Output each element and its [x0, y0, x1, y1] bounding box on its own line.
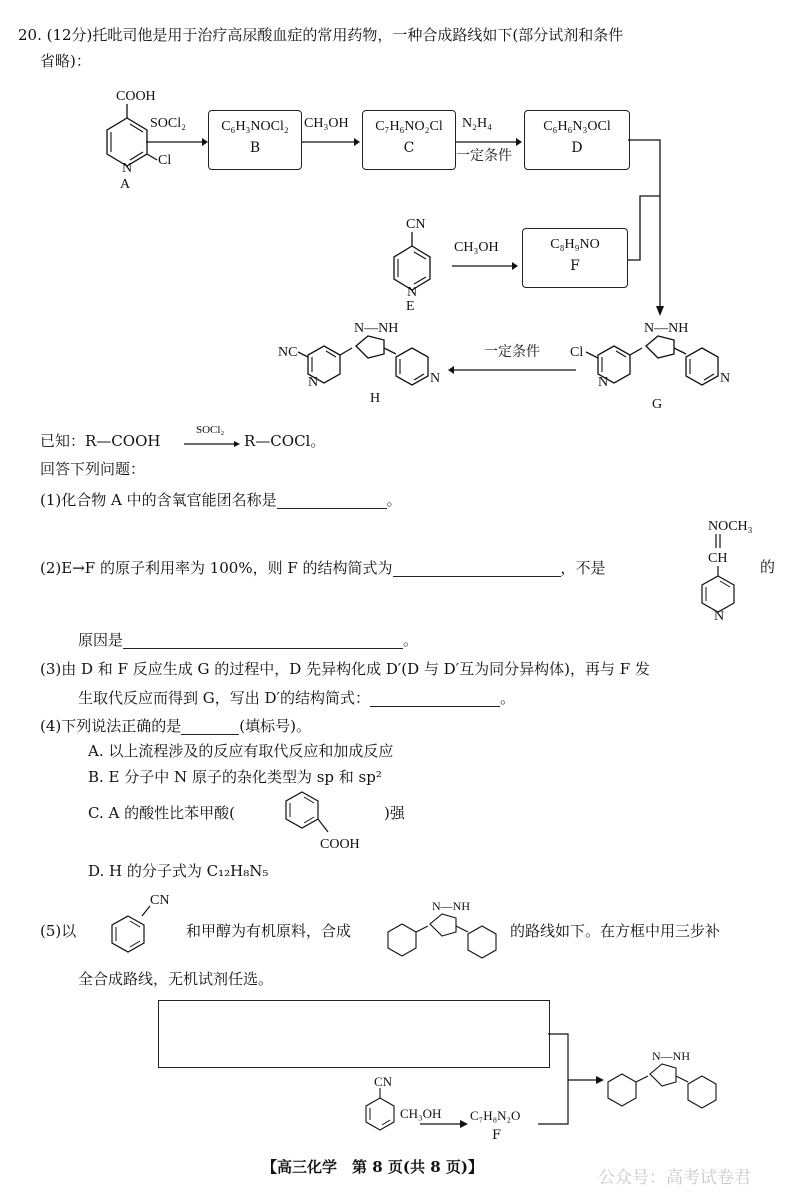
f-formula: C₈H₉NO [550, 237, 600, 252]
c-label: C [403, 140, 415, 156]
q5-cn: CN [150, 893, 170, 908]
q3-end: 。 [499, 689, 515, 707]
q5-route-target [606, 1048, 730, 1108]
page-footer: 【高三化学 第 8 页(共 8 页)】 [262, 1158, 483, 1176]
arrow-cd-reagent: N₂H₄ [462, 116, 492, 131]
h-n: N [308, 375, 319, 390]
e-cn: CN [406, 217, 426, 232]
q4-option-c-post: )强 [384, 804, 405, 822]
e-n: N [407, 285, 418, 300]
q5-bottom-reagent: CH₃OH [400, 1106, 442, 1121]
known-reagent: SOCl₂ [196, 424, 225, 436]
q4-option-b: B. E 分子中 N 原子的杂化类型为 sp 和 sp² [88, 768, 382, 786]
q2-noch3: NOCH₃ [708, 519, 753, 534]
g-n2: N [720, 371, 731, 386]
q5-mid: 和甲醇为有机原料，合成 [186, 922, 352, 940]
g-triazole: N—NH [644, 321, 689, 336]
q5-pre: (5)以 [40, 922, 77, 940]
arrow-ab-reagent: SOCl₂ [150, 116, 187, 131]
q2-reason-label: 原因是 [78, 631, 124, 649]
arrow-ef-reagent: CH₃OH [454, 240, 499, 255]
q2-reason-end: 。 [403, 631, 419, 649]
arrow-cd-condition: 一定条件 [456, 148, 512, 164]
q2-end: 的 [760, 558, 776, 576]
q3-line1: (3)由 D 和 F 反应生成 G 的过程中，D 先异构化成 D′(D 与 D′互为同分异构体)，再与 F 发 [40, 660, 650, 678]
question-header-cont: 省略)： [40, 52, 91, 70]
q1-end: 。 [386, 491, 402, 509]
d-formula: C₆H₆N₃OCl [543, 119, 611, 134]
watermark: 公众号：高考试卷君 [598, 1168, 751, 1188]
q2-ch: CH [708, 551, 728, 566]
q1-text: (1)化合物 A 中的含氧官能团名称是 [40, 491, 277, 509]
a-label: A [120, 177, 131, 192]
h-n2: N [430, 371, 441, 386]
q3-line2-text: 生取代反应而得到 G，写出 D′的结构简式： [78, 689, 370, 707]
known-prefix: 已知：R—COOH [40, 432, 161, 450]
q4-option-d: D. H 的分子式为 C₁₂H₈N₅ [88, 862, 269, 880]
q5-bottom-cn: CN [374, 1074, 393, 1089]
q5-post: 的路线如下。在方框中用三步补 [510, 922, 721, 940]
q5-route-triazole: N—NH [652, 1049, 690, 1063]
a-cl: Cl [158, 153, 172, 168]
q4-option-c-pre: C. A 的酸性比苯甲酸( [88, 804, 235, 822]
q2-text: (2)E→F 的原子利用率为 100%，则 F 的结构简式为 [40, 559, 393, 577]
g-cl: Cl [570, 345, 584, 360]
a-n: N [122, 161, 133, 176]
b-label: B [249, 140, 261, 156]
d-label: D [571, 140, 583, 156]
e-label: E [406, 299, 415, 314]
question-header: 20. (12分)托吡司他是用于治疗高尿酸血症的常用药物，一种合成路线如下(部分试剂和条件 [18, 26, 624, 44]
q5-bottom-formula: C₇H₈N₂O [470, 1108, 521, 1123]
g-n: N [598, 375, 609, 390]
b-formula: C₆H₃NOCl₂ [221, 119, 289, 134]
answer-prompt: 回答下列问题： [40, 460, 146, 478]
q2-n: N [714, 609, 725, 624]
h-label: H [370, 391, 381, 406]
f-label: F [570, 258, 580, 274]
h-triazole: N—NH [354, 321, 399, 336]
q5-triazole: N—NH [432, 899, 470, 913]
arrow-gh-condition: 一定条件 [484, 344, 540, 360]
arrow-bc-reagent: CH₃OH [304, 116, 349, 131]
known-suffix: R—COCl。 [244, 432, 326, 450]
q4-option-a: A. 以上流程涉及的反应有取代反应和加成反应 [88, 742, 394, 760]
q5-bottom-label: F [492, 1128, 502, 1143]
a-cooh: COOH [116, 89, 156, 104]
h-nc: NC [278, 345, 298, 360]
q2-mid: ，不是 [560, 559, 606, 577]
q4-text: (4)下列说法正确的是 [40, 717, 182, 735]
q4-end: (填标号)。 [239, 717, 311, 735]
q5-line2: 全合成路线，无机试剂任选。 [78, 970, 274, 988]
c-formula: C₇H₆NO₂Cl [375, 119, 443, 134]
c-cooh: COOH [320, 837, 360, 852]
g-label: G [652, 397, 663, 412]
